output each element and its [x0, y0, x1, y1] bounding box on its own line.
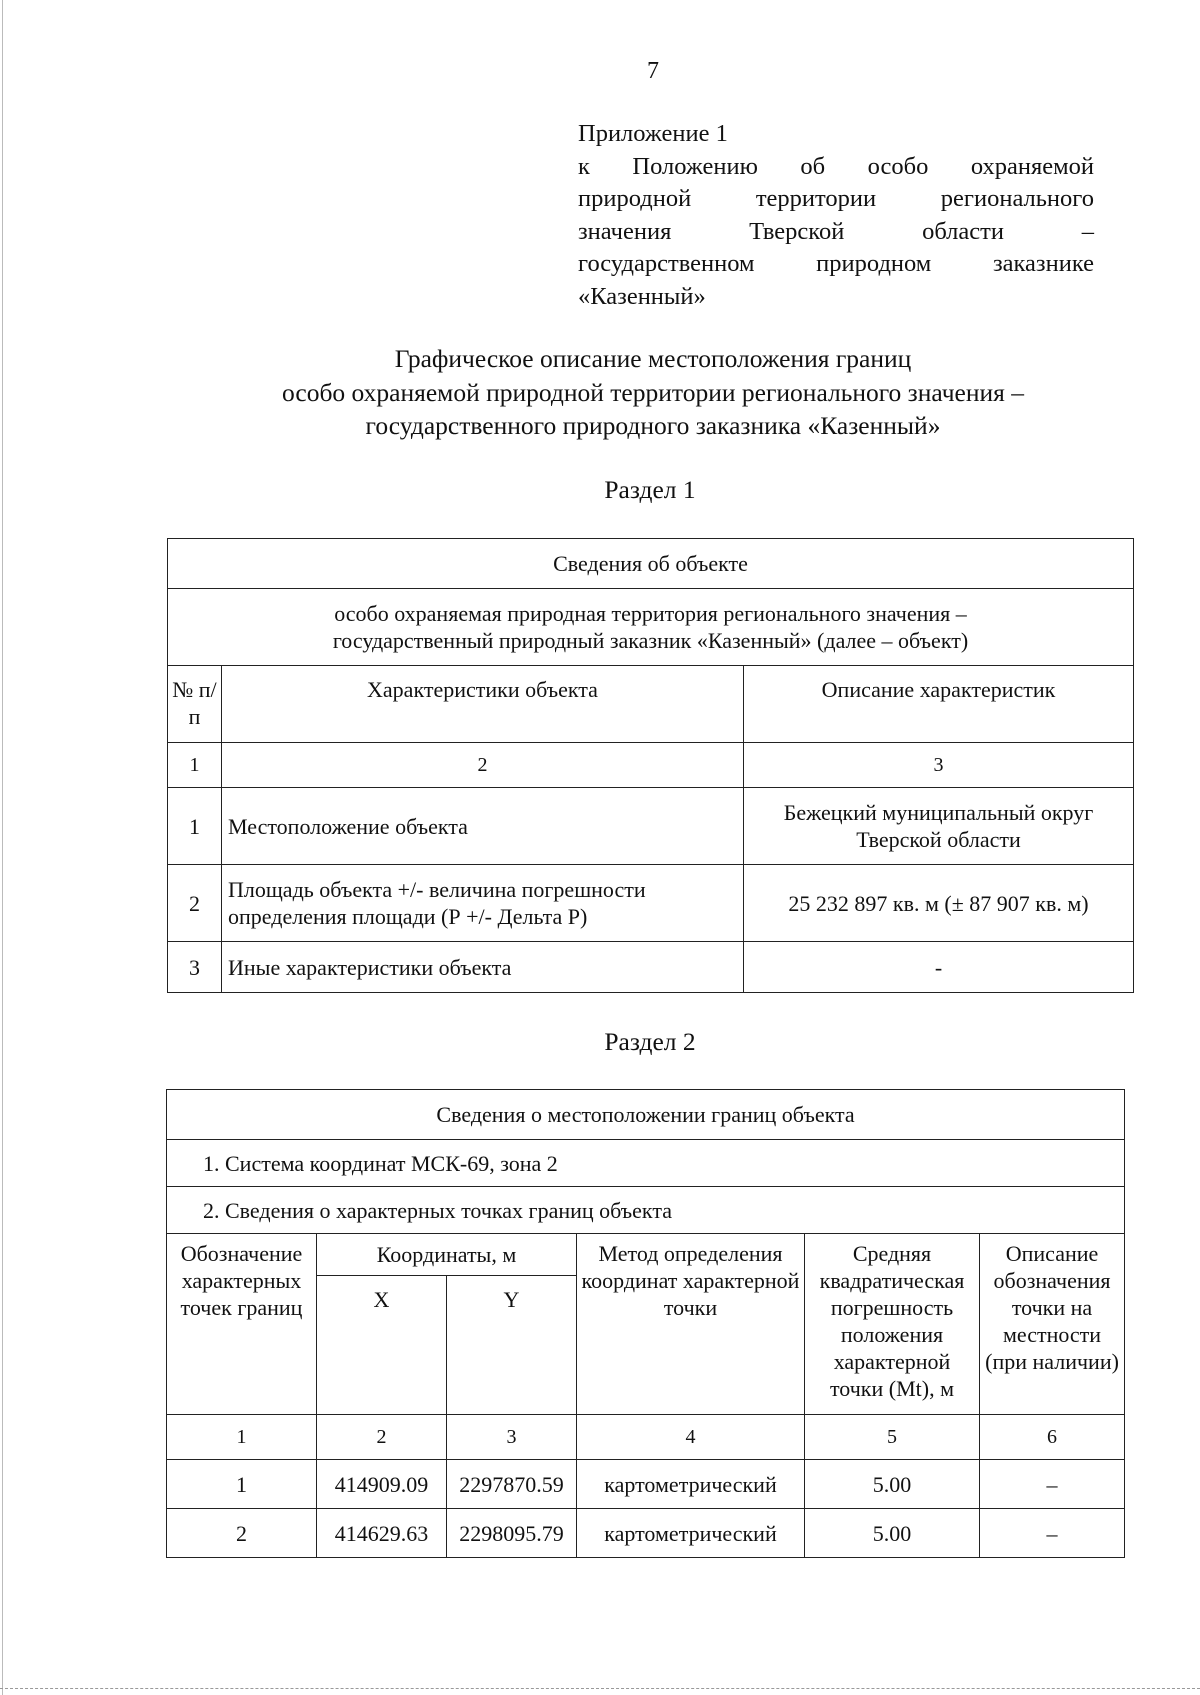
object-name-cell	[168, 589, 1134, 666]
point-id: 1	[167, 1460, 317, 1509]
header-point: Обозначение характерных точек границ	[167, 1234, 317, 1415]
header-y: Y	[447, 1276, 577, 1415]
coordinate-system: 1. Система координат МСК-69, зона 2	[167, 1140, 1125, 1187]
header-x: X	[317, 1276, 447, 1415]
point-error: 5.00	[805, 1509, 980, 1558]
header-point-description: Описание обозначения точки на местности (при наличии)	[980, 1234, 1125, 1415]
header-coordinates: Координаты, м	[317, 1234, 577, 1276]
scan-bottom-edge	[0, 1688, 1200, 1690]
section1-heading: Раздел 1	[604, 475, 696, 504]
point-y: 2298095.79	[447, 1509, 577, 1558]
point-description: –	[980, 1509, 1125, 1558]
document-title-line: Графическое описание местоположения границ	[394, 344, 912, 373]
row-number: 1	[168, 788, 222, 865]
point-id: 2	[167, 1509, 317, 1558]
column-index: 4	[577, 1415, 805, 1460]
point-method: картометрический	[577, 1509, 805, 1558]
point-error: 5.00	[805, 1460, 980, 1509]
header-error: Средняя квадратическая погрешность положения характерной точки (Mt), м	[805, 1234, 980, 1415]
appendix-line: значения Тверской области –	[578, 217, 1094, 245]
point-x: 414629.63	[317, 1509, 447, 1558]
section2-heading: Раздел 2	[604, 1027, 696, 1056]
point-y: 2297870.59	[447, 1460, 577, 1509]
column-index: 5	[805, 1415, 980, 1460]
table-row	[167, 1509, 1125, 1558]
appendix-note	[578, 118, 1094, 313]
appendix-line: к Положению об особо охраняемой	[578, 152, 1094, 180]
document-title-line: особо охраняемой природной территории регионального значения –	[282, 377, 1024, 407]
point-x: 414909.09	[317, 1460, 447, 1509]
column-index: 1	[167, 1415, 317, 1460]
row-number: 3	[168, 942, 222, 993]
appendix-line: государственном природном заказнике	[578, 250, 1094, 277]
column-index: 2	[317, 1415, 447, 1460]
appendix-line: природной территории регионального	[578, 185, 1094, 212]
point-method: картометрический	[577, 1460, 805, 1509]
row-description: 25 232 897 кв. м (± 87 907 кв. м)	[744, 865, 1134, 942]
object-name-line: особо охраняемая природная территория регионального значения –	[334, 601, 967, 626]
object-info-table	[167, 538, 1134, 993]
column-index: 6	[980, 1415, 1125, 1460]
point-description: –	[980, 1460, 1125, 1509]
column-index: 1	[168, 743, 222, 788]
table-row	[168, 865, 1134, 942]
appendix-line: «Казенный»	[578, 282, 706, 310]
table-title: Сведения о местоположении границ объекта	[167, 1090, 1125, 1140]
row-characteristic: Местоположение объекта	[222, 788, 744, 865]
header-method: Метод определения координат характерной точки	[577, 1234, 805, 1415]
column-index: 2	[222, 743, 744, 788]
points-info: 2. Сведения о характерных точках границ объекта	[167, 1187, 1125, 1234]
table-row	[168, 942, 1134, 993]
column-index: 3	[447, 1415, 577, 1460]
header-num: № п/п	[168, 666, 222, 743]
appendix-line: Приложение 1	[578, 120, 728, 147]
row-description: Бежецкий муниципальный округ Тверской области	[744, 788, 1134, 865]
header-characteristic: Характеристики объекта	[222, 666, 744, 743]
column-index: 3	[744, 743, 1134, 788]
header-description: Описание характеристик	[744, 666, 1134, 743]
row-description: -	[744, 942, 1134, 993]
row-characteristic: Иные характеристики объекта	[222, 942, 744, 993]
row-number: 2	[168, 865, 222, 942]
document-title	[0, 342, 1200, 443]
object-name-line: государственный природный заказник «Казенный» (далее – объект)	[332, 628, 969, 653]
table-row	[168, 788, 1134, 865]
table-row	[167, 1460, 1125, 1509]
row-characteristic: Площадь объекта +/- величина погрешности определения площади (Р +/- Дельта Р)	[222, 865, 744, 942]
boundary-points-table	[166, 1089, 1125, 1558]
document-title-line: государственного природного заказника «Казенный»	[365, 411, 941, 440]
scan-edge-line	[2, 0, 3, 1695]
table-title: Сведения об объекте	[168, 539, 1134, 589]
page-number: 7	[647, 58, 659, 84]
